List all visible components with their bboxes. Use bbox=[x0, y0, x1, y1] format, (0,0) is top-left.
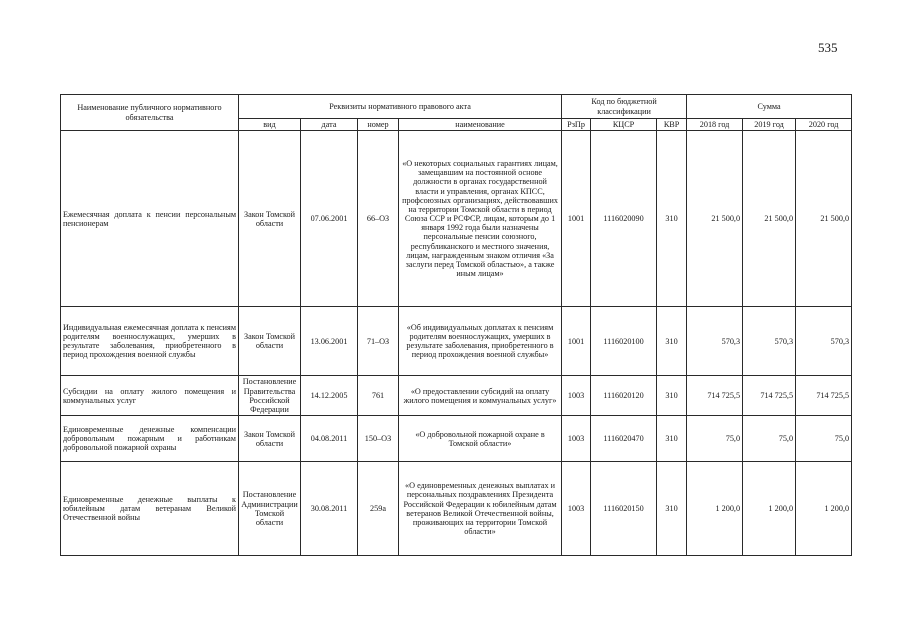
sum-2019-cell: 75,0 bbox=[743, 416, 796, 462]
table-row bbox=[61, 376, 852, 416]
obligation-cell: Субсидии на оплату жилого помещения и коммунальных услуг bbox=[61, 376, 239, 416]
sum-2018-cell: 75,0 bbox=[687, 416, 743, 462]
act-date-cell: 04.08.2011 bbox=[301, 416, 358, 462]
header-kcsr: КЦСР bbox=[591, 119, 657, 131]
kvr-cell: 310 bbox=[657, 131, 687, 307]
sum-2019-cell: 21 500,0 bbox=[743, 131, 796, 307]
obligation-cell: Индивидуальная ежемесячная доплата к пенсиям родителям военнослужащих, умерших в результате заболевания, приобретенного в период прохождения военной службы bbox=[61, 307, 239, 376]
table-row bbox=[61, 462, 852, 556]
act-number-cell: 150–ОЗ bbox=[358, 416, 399, 462]
table-row bbox=[61, 307, 852, 376]
budget-obligations-table bbox=[60, 94, 852, 556]
header-number: номер bbox=[358, 119, 399, 131]
sum-2019-cell: 1 200,0 bbox=[743, 462, 796, 556]
header-row-top bbox=[61, 95, 852, 119]
act-number-cell: 71–ОЗ bbox=[358, 307, 399, 376]
act-type-cell: Закон Томской области bbox=[239, 131, 301, 307]
header-kvr: КВР bbox=[657, 119, 687, 131]
kcsr-cell: 1116020470 bbox=[591, 416, 657, 462]
header-budget-code: Код по бюджетной классификации bbox=[562, 95, 687, 119]
act-name-cell: «О единовременных денежных выплатах и персональных поздравлениях Президента Российской Федерации к юбилейным датам ветеранов Великой Отечественной войны, проживающих на территории Томской области» bbox=[399, 462, 562, 556]
sum-2020-cell: 570,3 bbox=[796, 307, 852, 376]
header-obligation: Наименование публичного нормативного обязательства bbox=[61, 95, 239, 131]
table-row bbox=[61, 416, 852, 462]
header-rzpr: РзПр bbox=[562, 119, 591, 131]
sum-2020-cell: 75,0 bbox=[796, 416, 852, 462]
act-number-cell: 259а bbox=[358, 462, 399, 556]
sum-2019-cell: 570,3 bbox=[743, 307, 796, 376]
act-type-cell: Постановление Правительства Российской Федерации bbox=[239, 376, 301, 416]
act-date-cell: 07.06.2001 bbox=[301, 131, 358, 307]
rzpr-cell: 1001 bbox=[562, 131, 591, 307]
sum-2018-cell: 21 500,0 bbox=[687, 131, 743, 307]
sum-2020-cell: 21 500,0 bbox=[796, 131, 852, 307]
header-2018: 2018 год bbox=[687, 119, 743, 131]
kvr-cell: 310 bbox=[657, 462, 687, 556]
obligation-cell: Единовременные денежные выплаты к юбилейным датам ветеранам Великой Отечественной войны bbox=[61, 462, 239, 556]
act-name-cell: «Об индивидуальных доплатах к пенсиям родителям военнослужащих, умерших в результате заболевания, приобретенного в период прохождения военной службы» bbox=[399, 307, 562, 376]
kcsr-cell: 1116020090 bbox=[591, 131, 657, 307]
act-type-cell: Закон Томской области bbox=[239, 416, 301, 462]
kvr-cell: 310 bbox=[657, 307, 687, 376]
header-2020: 2020 год bbox=[796, 119, 852, 131]
kcsr-cell: 1116020120 bbox=[591, 376, 657, 416]
kvr-cell: 310 bbox=[657, 416, 687, 462]
act-date-cell: 14.12.2005 bbox=[301, 376, 358, 416]
header-requisites: Реквизиты нормативного правового акта bbox=[239, 95, 562, 119]
header-name: наименование bbox=[399, 119, 562, 131]
sum-2018-cell: 1 200,0 bbox=[687, 462, 743, 556]
act-type-cell: Закон Томской области bbox=[239, 307, 301, 376]
table-row bbox=[61, 131, 852, 307]
header-type: вид bbox=[239, 119, 301, 131]
act-date-cell: 13.06.2001 bbox=[301, 307, 358, 376]
rzpr-cell: 1003 bbox=[562, 462, 591, 556]
header-2019: 2019 год bbox=[743, 119, 796, 131]
act-name-cell: «О некоторых социальных гарантиях лицам, замещавшим на постоянной основе должности в органах государственной власти и управления, органах КПСС, профсоюзных организациях, действовавших на территории Томской области в период Союза ССР и РСФСР, лицам, которым до 1 января 1992 года были назначены персональные пенсии союзного, республиканского и местного значения, лицам, награжденным знаком отличия «За заслуги перед Томской областью», а также иным лицам» bbox=[399, 131, 562, 307]
sum-2020-cell: 1 200,0 bbox=[796, 462, 852, 556]
kcsr-cell: 1116020100 bbox=[591, 307, 657, 376]
act-type-cell: Постановление Администрации Томской области bbox=[239, 462, 301, 556]
obligation-cell: Ежемесячная доплата к пенсии персональным пенсионерам bbox=[61, 131, 239, 307]
sum-2020-cell: 714 725,5 bbox=[796, 376, 852, 416]
sum-2019-cell: 714 725,5 bbox=[743, 376, 796, 416]
rzpr-cell: 1003 bbox=[562, 416, 591, 462]
rzpr-cell: 1003 bbox=[562, 376, 591, 416]
kvr-cell: 310 bbox=[657, 376, 687, 416]
act-name-cell: «О добровольной пожарной охране в Томской области» bbox=[399, 416, 562, 462]
sum-2018-cell: 570,3 bbox=[687, 307, 743, 376]
rzpr-cell: 1001 bbox=[562, 307, 591, 376]
act-number-cell: 761 bbox=[358, 376, 399, 416]
header-sum: Сумма bbox=[687, 95, 852, 119]
page-number: 535 bbox=[818, 40, 838, 55]
act-date-cell: 30.08.2011 bbox=[301, 462, 358, 556]
obligation-cell: Единовременные денежные компенсации добровольным пожарным и работникам добровольной пожарной охраны bbox=[61, 416, 239, 462]
sum-2018-cell: 714 725,5 bbox=[687, 376, 743, 416]
header-date: дата bbox=[301, 119, 358, 131]
act-number-cell: 66–ОЗ bbox=[358, 131, 399, 307]
act-name-cell: «О предоставлении субсидий на оплату жилого помещения и коммунальных услуг» bbox=[399, 376, 562, 416]
kcsr-cell: 1116020150 bbox=[591, 462, 657, 556]
